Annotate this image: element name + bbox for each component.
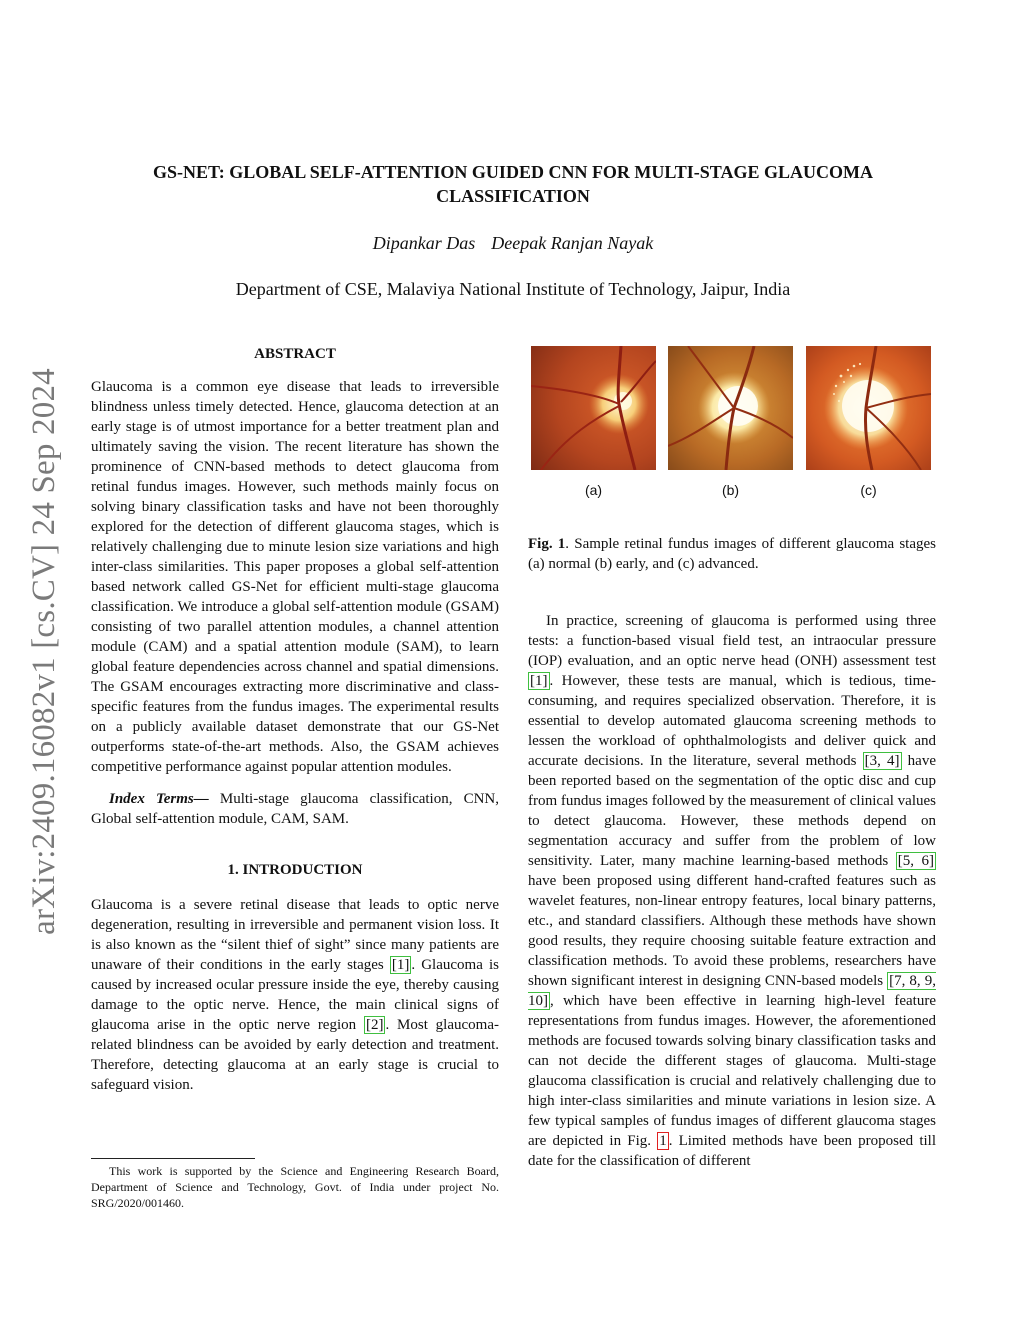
- index-terms-text: Multi-stage glaucoma classification, CNN, Global self-attention module, CAM, SAM.: [91, 791, 500, 827]
- figure-reference-link[interactable]: 1: [659, 1133, 667, 1149]
- figure-caption: Fig. 1. Sample retinal fundus images of different glaucoma stages (a) normal (b) early, and (c) advanced.: [528, 536, 936, 572]
- index-terms: [91, 789, 499, 829]
- abstract-heading: ABSTRACT: [254, 346, 336, 362]
- footnote: This work is supported by the Science and Engineering Research Board, Department of Science and Technology, Govt. of India under project No. SRG/2020/001460.: [91, 1164, 499, 1210]
- author-2: Deepak Ranjan Nayak: [491, 233, 654, 253]
- affiliation: Department of CSE, Malaviya National Institute of Technology, Jaipur, India: [235, 279, 791, 299]
- figure-label-a: (a): [584, 482, 603, 498]
- citation-link[interactable]: [2]: [365, 1017, 384, 1033]
- citation-link[interactable]: [1]: [391, 957, 410, 973]
- figure-label-c: (c): [860, 482, 877, 498]
- paper-title: GS-NET: GLOBAL SELF-ATTENTION GUIDED CNN FOR MULTI-STAGE GLAUCOMA CLASSIFICATION: [153, 162, 873, 206]
- figure-caption-label: Fig. 1: [528, 536, 566, 552]
- abstract-section: [91, 346, 499, 1095]
- citation-link[interactable]: [1]: [530, 673, 548, 689]
- footnote-rule: [91, 1158, 255, 1159]
- author-1: Dipankar Das: [372, 233, 476, 253]
- citation-link[interactable]: [5, 6]: [897, 853, 934, 869]
- right-paragraph: In practice, screening of glaucoma is performed using three tests: a function-based visual field test, an intraocular pressure (IOP) evaluation, and an optic nerve head (ONH) assessment test [1] . However, these tests are manual, which is tedious, time-consuming, and requires specialized observation. Therefore, it is essential to develop automated glaucoma screening methods to lessen the workload of ophthalmologists and deliver quick and accurate decisions. In the literature, several methods [3, 4] have been reported based on the segmentation of the optic disc and cup from fundus images followed by the measurement of clinical values to detect glaucoma. However, these methods depend on segmentation accuracy and suffer from the problem of low sensitivity. Later, many machine learning-based methods [5, 6] have been proposed using different hand-crafted features such as wavelet features, non-linear entropy features, local binary patterns, etc., and standard classifiers. Although these methods have shown good results, they require choosing suitable feature extraction and classification methods. To avoid these problems, researchers have shown significant interest in designing CNN-based models [7, 8, 9, 10] , which have been effective in learning high-level feature representations from fundus images. However, the aforementioned methods are focused towards solving binary classification tasks and can not decide the different stages of glaucoma. Multi-stage glaucoma classification is crucial and relatively challenging due to high inter-class similarities and minute variations in lesion size. A few typical samples of fundus images of different glaucoma stages are depicted in Fig. 1 . Limited methods have been proposed till date for the classification of different: [528, 613, 936, 1169]
- fundus-image-early: [668, 346, 793, 470]
- authors: [100, 233, 926, 254]
- intro-paragraph: Glaucoma is a severe retinal disease that leads to optic nerve degeneration, resulting in irreversible and permanent vision loss. It is also known as the “silent thief of sight” since many patients are unaware of their conditions in the early stages [1] . Glaucoma is caused by increased ocular pressure inside the eye, thereby causing damage to the optic nerve. Hence, the main clinical signs of glaucoma arise in the optic nerve region [2] . Most glaucoma-related blindness can be avoided by early detection and treatment. Therefore, detecting glaucoma at an early stage is crucial to safeguard vision.: [91, 897, 499, 1093]
- abstract-text: Glaucoma is a common eye disease that leads to irreversible blindness unless timely detected. Hence, glaucoma detection at an early stage is of utmost importance for a better treatment plan and ultimately saving the vision. The recent literature has shown the prominence of CNN-based methods to detect glaucoma from retinal fundus images. However, such methods mainly focus on solving binary classification tasks and have not been thoroughly explored for the detection of different glaucoma stages, which is relatively challenging due to minute lesion size variations and high inter-class similarities. This paper proposes a global self-attention based network called GS-Net for efficient multi-stage glaucoma classification. We introduce a global self-attention module (GSAM) consisting of two parallel attention modules, a channel attention module (CAM) and a spatial attention module (SAM), to learn global feature dependencies across channel and spatial dimensions. The GSAM encourages extracting more discriminative and class-specific features from the fundus images. The experimental results on a publicly available dataset demonstrate that our GS-Net outperforms state-of-the-art methods. Also, the GSAM achieves competitive performance against popular attention modules.: [91, 379, 499, 775]
- fundus-image-advanced: [806, 346, 931, 470]
- intro-continuation: [528, 611, 936, 1171]
- figure-label-b: (b): [721, 482, 740, 498]
- index-terms-label: Index Terms—: [109, 791, 209, 807]
- arxiv-stamp: arXiv:2409.16082v1 [cs.CV] 24 Sep 2024: [25, 367, 62, 935]
- citation-link[interactable]: [7, 8, 9, 10]: [528, 973, 936, 1009]
- fundus-image-normal: [531, 346, 656, 470]
- intro-heading: 1. INTRODUCTION: [227, 862, 363, 878]
- citation-link[interactable]: [3, 4]: [864, 753, 900, 769]
